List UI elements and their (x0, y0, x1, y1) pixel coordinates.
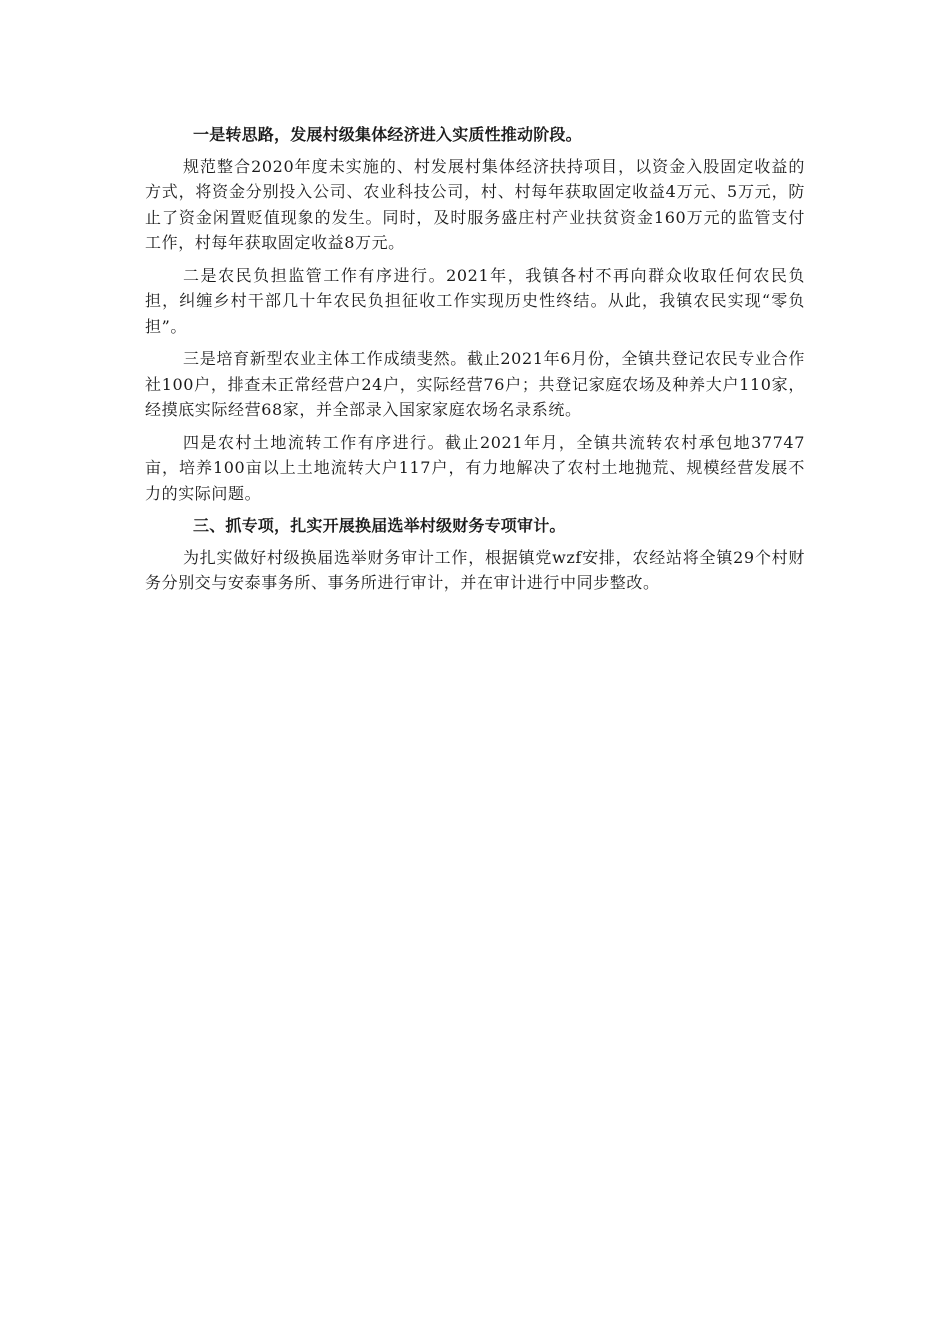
paragraph-2: 二是农民负担监管工作有序进行。2021年，我镇各村不再向群众收取任何农民负担，纠缠乡村干部几十年农民负担征收工作实现历史性终结。从此，我镇农民实现“零负担”。 (145, 265, 805, 336)
paragraph-4: 四是农村土地流转工作有序进行。截止2021年月，全镇共流转农村承包地37747亩，培养100亩以上土地流转大户117户，有力地解决了农村土地抛荒、规模经营发展不力的实际问题。 (145, 432, 805, 503)
paragraph-1: 规范整合2020年度未实施的、村发展村集体经济扶持项目，以资金入股固定收益的方式，将资金分别投入公司、农业科技公司，村、村每年获取固定收益4万元、5万元，防止了资金闲置贬值现象的发生。同时，及时服务盛庄村产业扶贫资金160万元的监管支付工作，村每年获取固定收益8万元。 (145, 156, 805, 252)
paragraph-5: 为扎实做好村级换届选举财务审计工作，根据镇党wzf安排，农经站将全镇29个村财务分别交与安泰事务所、事务所进行审计，并在审计进行中同步整改。 (145, 547, 805, 592)
section-heading-1: 一是转思路，发展村级集体经济进入实质性推动阶段。 (193, 125, 582, 144)
section-heading-2: 三、抓专项，扎实开展换届选举村级财务专项审计。 (193, 516, 566, 535)
paragraph-3: 三是培育新型农业主体工作成绩斐然。截止2021年6月份，全镇共登记农民专业合作社100户，排查未正常经营户24户，实际经营76户；共登记家庭农场及种养大户110家，经摸底实际经营68家，并全部录入国家家庭农场名录系统。 (145, 349, 805, 419)
document-body (145, 122, 805, 603)
